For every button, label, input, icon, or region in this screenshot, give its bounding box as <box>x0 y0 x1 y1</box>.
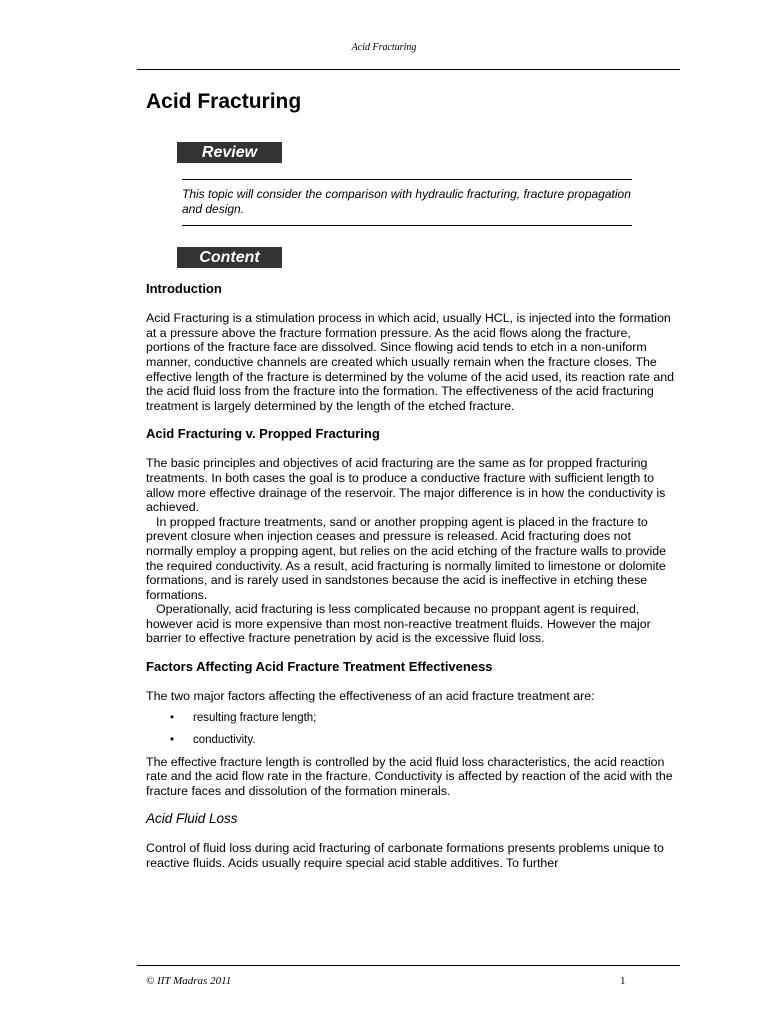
factors-heading: Factors Affecting Acid Fracture Treatment Effectiveness <box>146 659 493 675</box>
fluid-loss-heading: Acid Fluid Loss <box>146 811 238 827</box>
list-item-text: resulting fracture length; <box>193 711 317 724</box>
comparison-paragraph-3: Operationally, acid fracturing is less complicated because no proppant agent is required, however acid is more expensive than most non-reactive treatment fluids. However the major barrier to effective fracture penetration by acid is the excessive fluid loss. <box>146 602 651 646</box>
header-rule <box>137 69 680 70</box>
list-item <box>146 733 678 747</box>
introduction-paragraph: Acid Fracturing is a stimulation process in which acid, usually HCL, is injected into the formation at a pressure above the fracture formation pressure. As the acid flows along the fracture, portions of the fracture face are dissolved. Since flowing acid tends to etch in a non-uniform manner, conductive channels are created which usually remain when the fracture closes. The effective length of the fracture is determined by the volume of the acid used, its reaction rate and the acid fluid loss from the fracture into the formation. The effectiveness of the acid fracturing treatment is largely determined by the length of the etched fracture. <box>146 311 675 413</box>
page-body <box>146 86 678 871</box>
running-header: Acid Fracturing <box>351 42 417 53</box>
fluid-loss-paragraph: Control of fluid loss during acid fracturing of carbonate formations presents problems unique to reactive fluids. Acids usually require special acid stable additives. To further <box>146 841 664 871</box>
introduction-heading: Introduction <box>146 281 222 297</box>
review-summary <box>182 179 632 226</box>
list-item <box>146 711 678 725</box>
list-item-text: conductivity. <box>193 733 256 746</box>
comparison-paragraph-1: The basic principles and objectives of acid fracturing are the same as for propped fracturing treatments. In both cases the goal is to produce a conductive fracture with sufficient length to allow more effective drainage of the reservoir. The major difference is in how the conductivity is achieved. <box>146 456 666 515</box>
review-bottom-rule <box>182 225 632 226</box>
footer-copyright: © IIT Madras 2011 <box>146 975 232 987</box>
page-number: 1 <box>620 975 626 987</box>
factors-intro: The two major factors affecting the effectiveness of an acid fracture treatment are: <box>146 689 595 704</box>
bullet-icon: • <box>170 733 175 746</box>
factors-paragraph: The effective fracture length is controlled by the acid fluid loss characteristics, the acid reaction rate and the acid flow rate in the fracture. Conductivity is affected by reaction of the acid with the fracture faces and dissolution of the formation minerals. <box>146 754 673 798</box>
comparison-heading: Acid Fracturing v. Propped Fracturing <box>146 426 380 442</box>
bullet-icon: • <box>170 711 175 724</box>
comparison-paragraph-2: In propped fracture treatments, sand or another propping agent is placed in the fracture to prevent closure when injection ceases and pressure is released. Acid fracturing does not normally employ a propping agent, but relies on the acid etching of the fracture walls to provide the required conductivity. As a result, acid fracturing is normally limited to limestone or dolomite formations, and is rarely used in sandstones because the acid is ineffective in etching these formations. <box>146 514 667 602</box>
page-title: Acid Fracturing <box>146 90 302 113</box>
review-label: Review <box>177 142 282 163</box>
review-text: This topic will consider the comparison with hydraulic fracturing, fracture propagation and design. <box>182 187 631 216</box>
content-label: Content <box>177 247 282 268</box>
factors-list <box>146 711 678 747</box>
footer-rule <box>137 965 680 966</box>
